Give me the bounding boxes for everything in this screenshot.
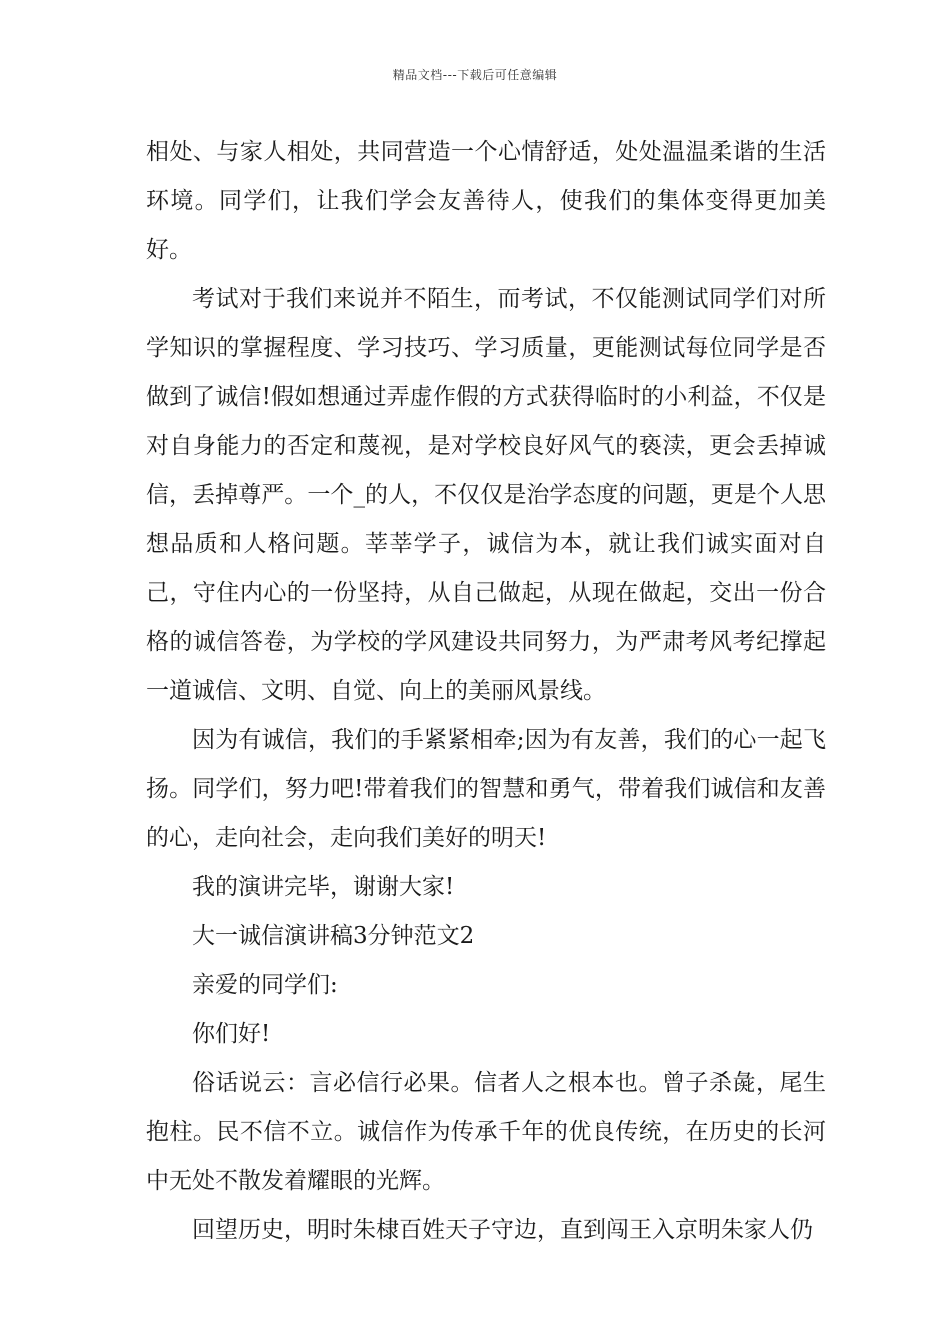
paragraph-8: 俗话说云：言必信行必果。信者人之根本也。曾子杀彘，尾生抱柱。民不信不立。诚信作为传承千年的优良传统，在历史的长河中无处不散发着耀眼的光辉。 [146,1070,826,1194]
paragraph-1: 相处、与家人相处，共同营造一个心情舒适，处处温温柔谐的生活环境。同学们，让我们学会友善待人，使我们的集体变得更加美好。 [146,139,826,263]
section-heading: 大一诚信演讲稿3分钟范文2 [192,923,475,949]
document-body [146,128,826,1255]
page-header: 精品文档---下载后可任意编辑 [392,68,558,82]
paragraph-3: 因为有诚信，我们的手紧紧相牵;因为有友善，我们的心一起飞扬。同学们，努力吧!带着我们的智慧和勇气，带着我们诚信和友善的心，走向社会，走向我们美好的明天! [146,727,826,851]
greeting: 你们好! [192,1021,271,1047]
paragraph-2: 考试对于我们来说并不陌生，而考试，不仅能测试同学们对所学知识的掌握程度、学习技巧、学习质量，更能测试每位同学是否做到了诚信!假如想通过弄虚作假的方式获得临时的小利益，不仅是对自身能力的否定和蔑视，是对学校良好风气的亵渎，更会丢掉诚信，丢掉尊严。一个_的人，不仅仅是治学态度的问题，更是个人思想品质和人格问题。莘莘学子，诚信为本，就让我们诚实面对自己，守住内心的一份坚持，从自己做起，从现在做起，交出一份合格的诚信答卷，为学校的学风建设共同努力，为严肃考风考纪撑起一道诚信、文明、自觉、向上的美丽风景线。 [146,286,826,704]
paragraph-4: 我的演讲完毕，谢谢大家! [192,874,455,900]
salutation: 亲爱的同学们: [192,972,338,998]
paragraph-9: 回望历史，明时朱棣百姓天子守边，直到闯王入京明朱家人仍 [192,1217,813,1243]
